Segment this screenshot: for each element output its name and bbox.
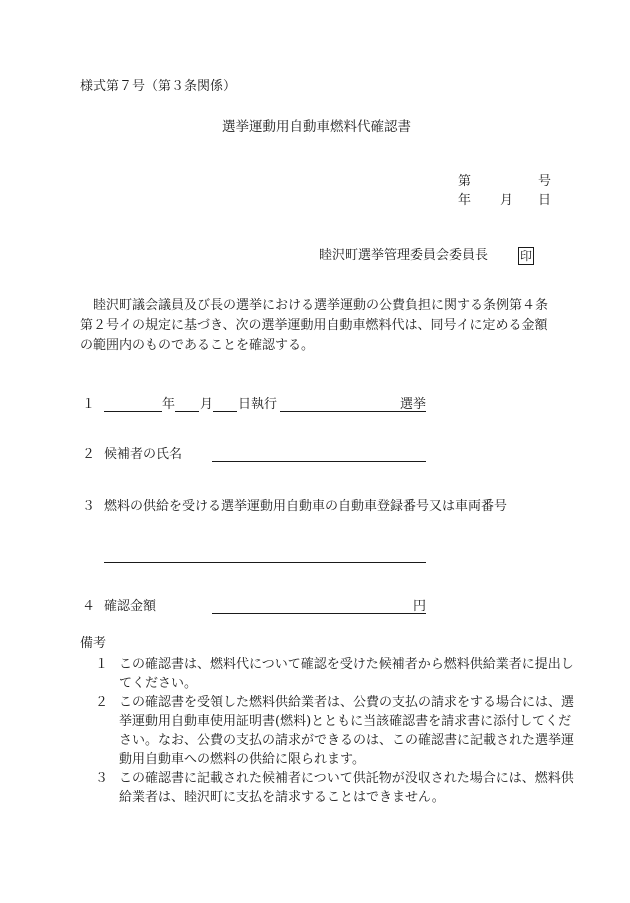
remark-number: １: [95, 657, 109, 672]
remark-number: ２: [95, 695, 109, 710]
remark-note: [95, 769, 581, 807]
candidate-name-line[interactable]: [212, 461, 426, 462]
amount-line[interactable]: [212, 613, 426, 614]
item-1-number: １: [82, 397, 96, 412]
remark-number: ３: [95, 771, 109, 786]
amount-unit: 円: [413, 599, 427, 614]
date-year: 年: [458, 193, 472, 208]
form-label: 様式第７号（第３条関係）: [80, 79, 237, 94]
page-title: 選挙運動用自動車燃料代確認書: [222, 119, 411, 135]
item-3-label: 燃料の供給を受ける選挙運動用自動車の自動車登録番号又は車両番号: [104, 499, 508, 514]
item-1-suffix: 選挙: [400, 397, 427, 412]
remarks-heading: 備考: [80, 636, 107, 651]
seal-mark: 印: [519, 249, 532, 263]
body-paragraph: 睦沢町議会議員及び長の選挙における選挙運動の公費負担に関する条例第４条第２号イの規定に基づき、次の選挙運動用自動車燃料代は、同号イに定める金額の範囲内のものであることを確認する。: [80, 298, 549, 353]
item-1-day-exec: 日執行: [238, 397, 278, 412]
issuer-name: 睦沢町選挙管理委員会委員長: [319, 248, 489, 263]
doc-number-suffix: 号: [538, 174, 552, 189]
item-1-year: 年: [162, 397, 176, 412]
remark-note: [95, 655, 581, 693]
item-3-number: ３: [82, 499, 96, 514]
item-2-label: 候補者の氏名: [104, 447, 183, 462]
item-1-year-line[interactable]: [175, 411, 199, 412]
remark-text: この確認書に記載された候補者について供託物が没収された場合には、燃料供給業者は、睦沢町に支払を請求することはできません。: [119, 771, 574, 805]
item-1-era-line[interactable]: [104, 411, 162, 412]
remark-text: この確認書は、燃料代について確認を受けた候補者から燃料供給業者に提出してください。: [119, 657, 574, 691]
date-day: 日: [538, 193, 552, 208]
remark-text: この確認書を受領した燃料供給業者は、公費の支払の請求をする場合には、選挙運動用自動車使用証明書(燃料)とともに当該確認書を請求書に添付してください。なお、公費の支払の請求ができるのは、この確認書に記載された選挙運動用自動車への燃料の供給に限られます。: [119, 695, 575, 767]
item-1-month-line[interactable]: [213, 411, 237, 412]
item-1-month: 月: [200, 397, 214, 412]
item-2-number: ２: [82, 447, 96, 462]
item-4-number: ４: [82, 599, 96, 614]
item-4-label: 確認金額: [104, 599, 157, 614]
item-1-election-line[interactable]: [280, 411, 400, 412]
date-month: 月: [500, 193, 514, 208]
vehicle-number-line[interactable]: [104, 562, 426, 563]
doc-number-prefix: 第: [458, 174, 472, 189]
item-1-suffix-underline: [400, 411, 426, 412]
remark-note: [95, 693, 581, 769]
